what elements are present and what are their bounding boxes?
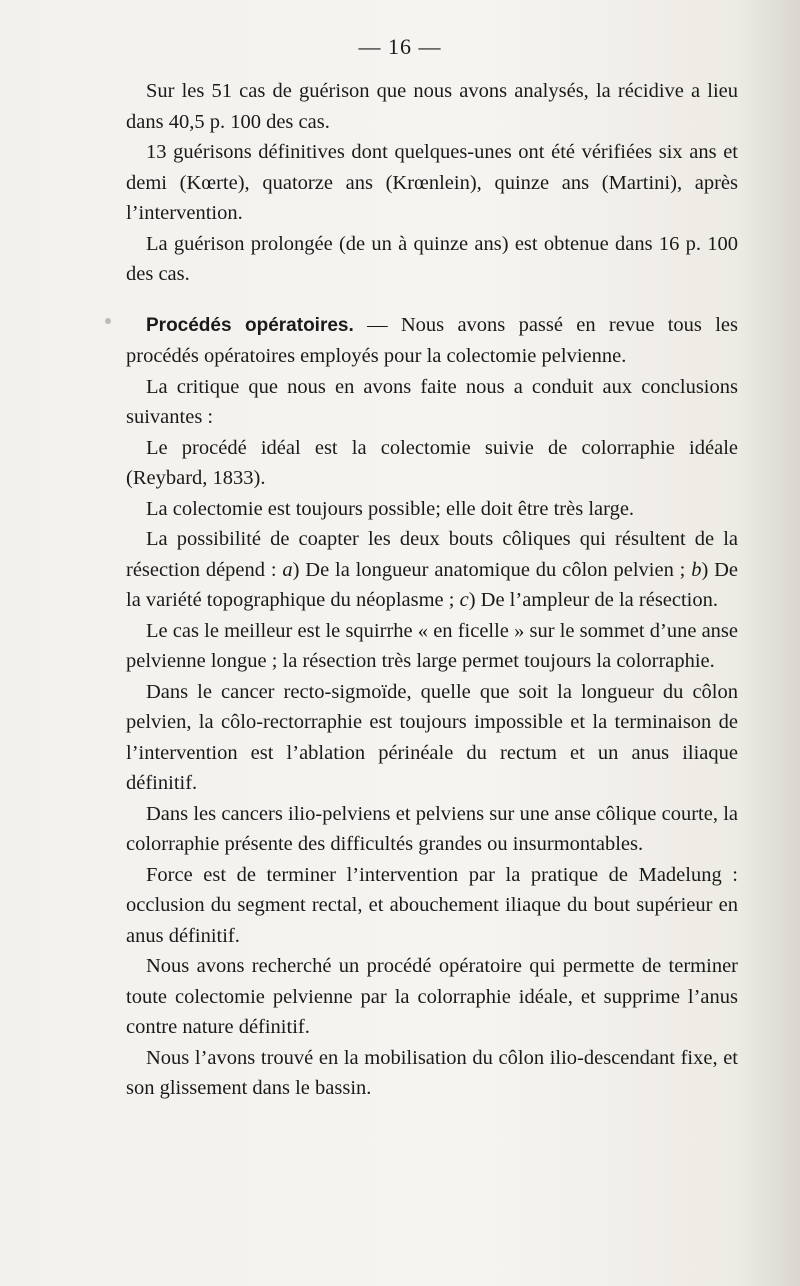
- paragraph-text: Sur les 51 cas de guérison que nous avons analysés, la récidive a lieu dans 40,5 p. 100 des cas.: [126, 80, 738, 133]
- ink-smudge: [105, 318, 111, 324]
- paragraph-text: Dans les cancers ilio-pelviens et pelviens sur une anse côlique courte, la colorraphie présente des difficultés grandes ou insurmontables.: [126, 802, 738, 855]
- list-marker-c: c: [459, 589, 469, 611]
- paragraph: [126, 677, 738, 799]
- paragraph-text: Nous avons recherché un procédé opératoire qui permette de terminer toute colectomie pelvienne par la colorraphie idéale, et supprime l’anus contre nature définitif.: [126, 955, 738, 1038]
- paragraph-text: — Nous avons passé en revue tous les procédés opératoires employés pour la colectomie pelvienne.: [126, 313, 738, 367]
- paragraph-text: ) De l’ampleur de la résection.: [468, 589, 719, 611]
- page-number: — 16 —: [358, 34, 442, 59]
- paragraph-text: Le procédé idéal est la colectomie suivie de colorraphie idéale (Reybard, 1833).: [126, 436, 738, 489]
- paragraph: [126, 951, 738, 1043]
- paragraph-text: 13 guérisons définitives dont quelques-unes ont été vérifiées six ans et demi (Kœrte), quatorze ans (Krœnlein), quinze ans (Martini), après l’intervention.: [126, 141, 738, 224]
- paragraph: [126, 1043, 738, 1104]
- paragraph: [126, 524, 738, 616]
- paragraph: [126, 494, 738, 525]
- paragraph: [126, 860, 738, 952]
- paragraph-text: ) De la longueur anatomique du côlon pelvien ;: [292, 558, 692, 581]
- paragraph: [126, 137, 738, 229]
- paragraph: [126, 76, 738, 137]
- paragraph-text: La critique que nous en avons faite nous a conduit aux conclusions suivantes :: [126, 375, 738, 428]
- paragraph-text: Le cas le meilleur est le squirrhe « en ficelle » sur le sommet d’une anse pelvienne longue ; la résection très large permet toujours la colorraphie.: [126, 619, 738, 672]
- paragraph-text: Nous l’avons trouvé en la mobilisation du côlon ilio-descendant fixe, et son glissement dans le bassin.: [126, 1046, 738, 1099]
- paragraph-text: Dans le cancer recto-sigmoïde, quelle que soit la longueur du côlon pelvien, la côlo-rectorraphie est toujours impossible et la terminaison de l’intervention est l’ablation périnéale du rectum et un anus iliaque définitif.: [126, 680, 738, 794]
- list-marker-b: b: [691, 558, 702, 581]
- section-paragraph: [126, 310, 738, 372]
- paragraph: [126, 799, 738, 860]
- paragraph-text: ) De la variété topographique du néoplasme ;: [126, 558, 738, 611]
- paragraph-text: La colectomie est toujours possible; elle doit être très large.: [146, 497, 635, 520]
- paragraph: [126, 372, 738, 433]
- list-marker-a: a: [282, 558, 293, 581]
- section-heading: Procédés opératoires.: [146, 314, 354, 336]
- paragraph: [126, 616, 738, 677]
- paragraph: [126, 433, 738, 494]
- body-text: [126, 76, 738, 1104]
- paragraph: [126, 229, 738, 290]
- paragraph-text: Force est de terminer l’intervention par la pratique de Madelung : occlusion du segment rectal, et abouchement iliaque du bout supérieur en anus définitif.: [126, 863, 738, 947]
- paragraph-text: La guérison prolongée (de un à quinze ans) est obtenue dans 16 p. 100 des cas.: [126, 232, 738, 285]
- paragraph-text: La possibilité de coapter les deux bouts côliques qui résultent de la résection dépend :: [126, 528, 738, 581]
